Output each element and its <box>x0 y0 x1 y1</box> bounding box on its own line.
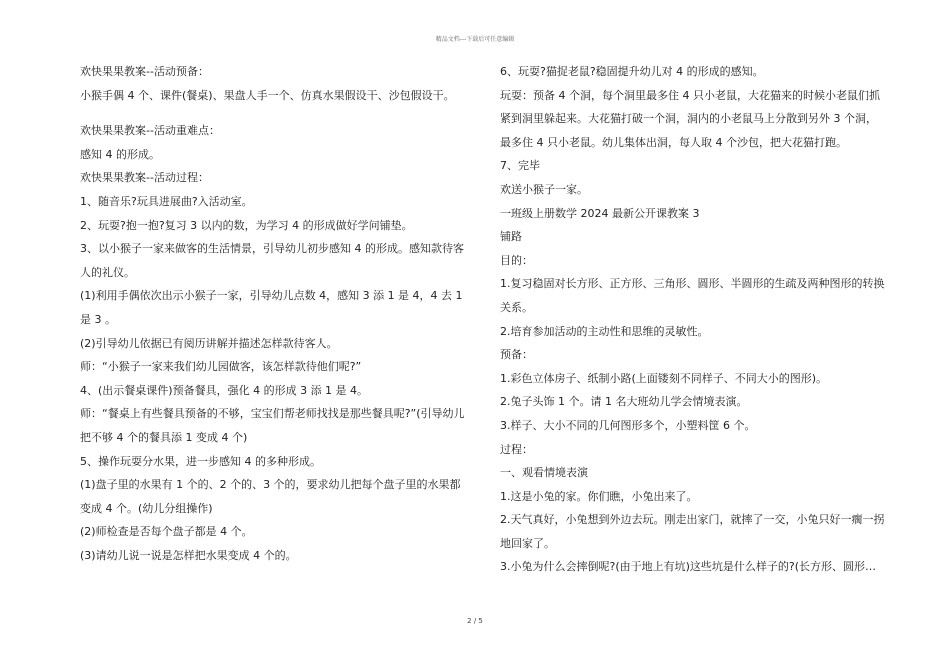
paragraph: 小猴手偶 4 个、课件(餐桌)、果盘人手一个、仿真水果假设干、沙包假设干。 <box>80 88 455 102</box>
paragraph: 3、以小猴子一家来做客的生活情景，引导幼儿初步感知 4 的形成。感知款待客人的礼仪。 <box>80 242 464 279</box>
paragraph: 目的： <box>500 253 533 267</box>
paragraph: 4、(出示餐桌课件)预备餐具，强化 4 的形成 3 添 1 是 4。 <box>80 383 369 397</box>
paragraph: (2)师检查是否每个盘子都是 4 个。 <box>80 525 253 539</box>
paragraph: 1.这是小兔的家。你们瞧，小兔出来了。 <box>500 489 698 503</box>
paragraph: 过程： <box>500 442 533 456</box>
paragraph: 1、随音乐?玩具进展曲?入活动室。 <box>80 194 253 208</box>
paragraph: 铺路 <box>500 230 522 244</box>
paragraph: (1)利用手偶依次出示小猴子一家，引导幼儿点数 4，感知 3 添 1 是 4，4 去 1 是 3 。 <box>80 289 463 326</box>
paragraph: 2、玩耍?抱一抱?复习 3 以内的数，为学习 4 的形成做好学问铺垫。 <box>80 218 413 232</box>
paragraph: 师：“小猴子一家来我们幼儿园做客，该怎样款待他们呢?” <box>80 360 362 374</box>
paragraph: 一班级上册数学 2024 最新公开课教案 3 <box>500 206 700 220</box>
paragraph: 预备： <box>500 348 533 362</box>
paragraph: 7、完毕 <box>500 159 540 173</box>
paragraph: 5、操作玩耍分水果，进一步感知 4 的多种形成。 <box>80 454 321 468</box>
paragraph: 欢送小猴子一家。 <box>500 182 588 196</box>
paragraph: 2.培育参加活动的主动性和思维的灵敏性。 <box>500 324 709 338</box>
paragraph: (3)请幼儿说一说是怎样把水果变成 4 个的。 <box>80 548 297 562</box>
paragraph: 3.小兔为什么会摔倒呢?(由于地上有坑)这些坑是什么样子的?(长方形、圆形… <box>500 560 877 574</box>
paragraph: 6、玩耍?猫捉老鼠?稳固提升幼儿对 4 的形成的感知。 <box>500 65 764 78</box>
paragraph: 2.兔子头饰 1 个。请 1 名大班幼儿学会情境表演。 <box>500 395 748 409</box>
paragraph: 欢快果果教案--活动预备： <box>80 65 209 78</box>
paragraph: (2)引导幼儿依据已有阅历讲解并描述怎样款待客人。 <box>80 336 338 350</box>
paragraph: 一、观看情境表演 <box>500 466 588 480</box>
paragraph: (1)盘子里的水果有 1 个的、2 个的、3 个的，要求幼儿把每个盘子里的水果都变成 4 个。(幼儿分组操作) <box>80 478 461 515</box>
paragraph: 欢快果果教案--活动重难点： <box>80 124 220 138</box>
paragraph: 1.复习稳固对长方形、正方形、三角形、圆形、半圆形的生疏及两种图形的转换关系。 <box>500 277 885 314</box>
paragraph: 2.天气真好，小兔想到外边去玩。刚走出家门，就摔了一交，小兔只好一瘸一拐地回家了。 <box>500 513 885 550</box>
paragraph: 1.彩色立体房子、纸制小路(上面镂刻不同样子、不同大小的图形)。 <box>500 371 828 385</box>
paragraph: 3.样子、大小不同的几何图形多个，小塑料筐 6 个。 <box>500 418 756 432</box>
paragraph: 玩耍：预备 4 个洞，每个洞里最多住 4 只小老鼠，大花猫来的时候小老鼠们抓紧到洞里躲起来。大花猫打破一个洞，洞内的小老鼠马上分散到另外 3 个洞，最多住 4 只小老鼠。幼儿集体出洞，每人取 4 个沙包，把大花猫打跑。 <box>500 88 880 149</box>
paragraph: 师：“餐桌上有些餐具预备的不够，宝宝们帮老师找找是那些餐具呢?”(引导幼儿把不够 4 个的餐具添 1 变成 4 个) <box>80 407 465 444</box>
right-column <box>500 60 885 579</box>
paragraph: 欢快果果教案--活动过程： <box>80 171 209 185</box>
page-number: 2 / 5 <box>467 617 483 625</box>
page-header: 精品文档---下载后可任意编辑 <box>435 36 515 43</box>
left-column <box>80 60 465 567</box>
paragraph: 感知 4 的形成。 <box>80 147 160 161</box>
